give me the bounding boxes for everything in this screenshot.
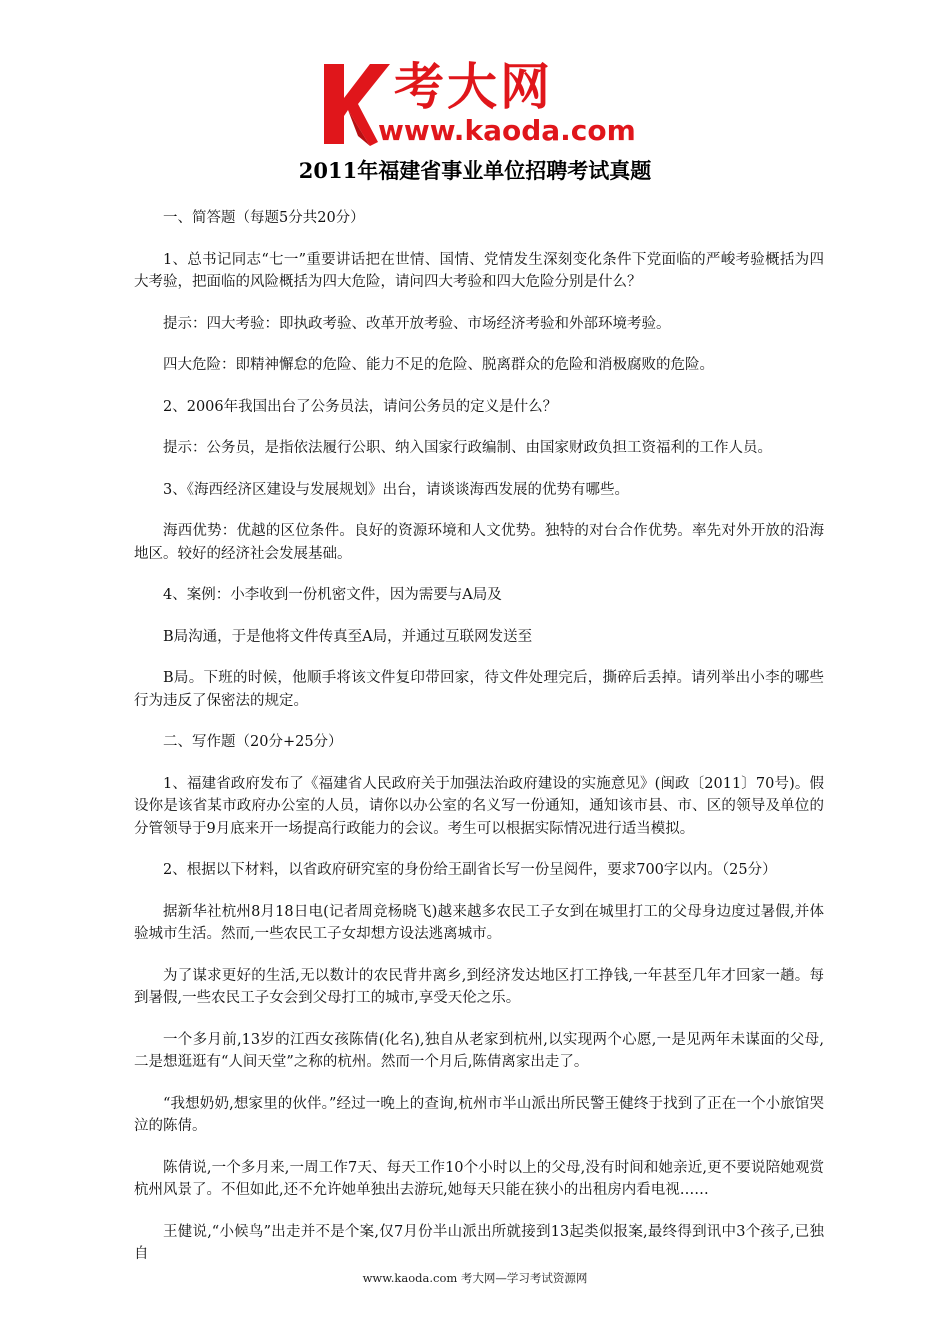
paragraph: 海西优势：优越的区位条件。良好的资源环境和人文优势。独特的对台合作优势。率先对外开放的沿海地区。较好的经济社会发展基础。 xyxy=(134,523,824,562)
paragraph: 为了谋求更好的生活,无以数计的农民背井离乡,到经济发达地区打工挣钱,一年甚至几年才回家一趟。每到暑假,一些农民工子女会到父母打工的城市,享受天伦之乐。 xyxy=(134,967,824,1006)
page-footer: www.kaoda.com 考大网—学习考试资源网 xyxy=(362,1271,588,1285)
section-heading: 二、写作题（20分+25分） xyxy=(163,734,343,750)
logo-url-text: www.kaoda.com xyxy=(378,114,636,147)
paragraph: 1、总书记同志“七一”重要讲话把在世情、国情、党情发生深刻变化条件下党面临的严峻考验概括为四大考验，把面临的风险概括为四大危险，请问四大考验和四大危险分别是什么？ xyxy=(134,251,824,290)
paragraph: 提示：四大考验：即执政考验、改革开放考验、市场经济考验和外部环境考验。 xyxy=(163,315,671,332)
paragraph: “我想奶奶,想家里的伙伴。”经过一晚上的查询,杭州市半山派出所民警王健终于找到了正在一个小旅馆哭泣的陈倩。 xyxy=(134,1095,824,1134)
paragraph: 2、根据以下材料，以省政府研究室的身份给王副省长写一份呈阅件，要求700字以内。（25分） xyxy=(163,862,777,878)
paragraph: 提示：公务员，是指依法履行公职、纳入国家行政编制、由国家财政负担工资福利的工作人员。 xyxy=(163,440,772,456)
paragraph: 4、案例：小李收到一份机密文件，因为需要与A局及 xyxy=(163,587,502,603)
logo-chinese-text: 考大网 xyxy=(394,58,553,116)
paragraph: B局。下班的时候，他顺手将该文件复印带回家，待文件处理完后，撕碎后丢掉。请列举出小李的哪些行为违反了保密法的规定。 xyxy=(134,670,824,709)
paragraph: B局沟通，于是他将文件传真至A局，并通过互联网发送至 xyxy=(163,628,533,645)
paragraph: 一个多月前,13岁的江西女孩陈倩(化名),独自从老家到杭州,以实现两个心愿,一是见两年未谋面的父母,二是想逛逛有“人间天堂”之称的杭州。然而一个月后,陈倩离家出走了。 xyxy=(134,1031,824,1070)
section-heading: 一、简答题（每题5分共20分） xyxy=(163,210,365,226)
paragraph: 陈倩说,一个多月来,一周工作7天、每天工作10个小时以上的父母,没有时间和她亲近,更不要说陪她观赏杭州风景了。不但如此,还不允许她单独出去游玩,她每天只能在狭小的出租房内看电视…… xyxy=(134,1159,824,1198)
paragraph: 2、2006年我国出台了公务员法，请问公务员的定义是什么？ xyxy=(163,398,558,415)
paragraph: 四大危险：即精神懈怠的危险、能力不足的危险、脱离群众的危险和消极腐败的危险。 xyxy=(163,357,714,373)
paragraph: 1、福建省政府发布了《福建省人民政府关于加强法治政府建设的实施意见》(闽政〔2011〕70号)。假设你是该省某市政府办公室的人员，请你以办公室的名义写一份通知，通知该市县、市、区的领导及单位的分管领导于9月底来开一场提高行政能力的会议。考生可以根据实际情况进行适当模拟。 xyxy=(134,775,824,837)
document-title: 2011年福建省事业单位招聘考试真题 xyxy=(298,158,652,183)
paragraph: 王健说,“小候鸟”出走并不是个案,仅7月份半山派出所就接到13起类似报案,最终得到讯中3个孩子,已独自 xyxy=(134,1223,824,1262)
paragraph: 3、《海西经济区建设与发展规划》出台，请谈谈海西发展的优势有哪些。 xyxy=(163,481,629,498)
paragraph: 据新华社杭州8月18日电(记者周竞杨晓飞)越来越多农民工子女到在城里打工的父母身边度过暑假,并体验城市生活。然而,一些农民工子女却想方设法逃离城市。 xyxy=(134,903,824,942)
kaoda-logo xyxy=(318,58,648,150)
document-body xyxy=(134,207,824,1285)
